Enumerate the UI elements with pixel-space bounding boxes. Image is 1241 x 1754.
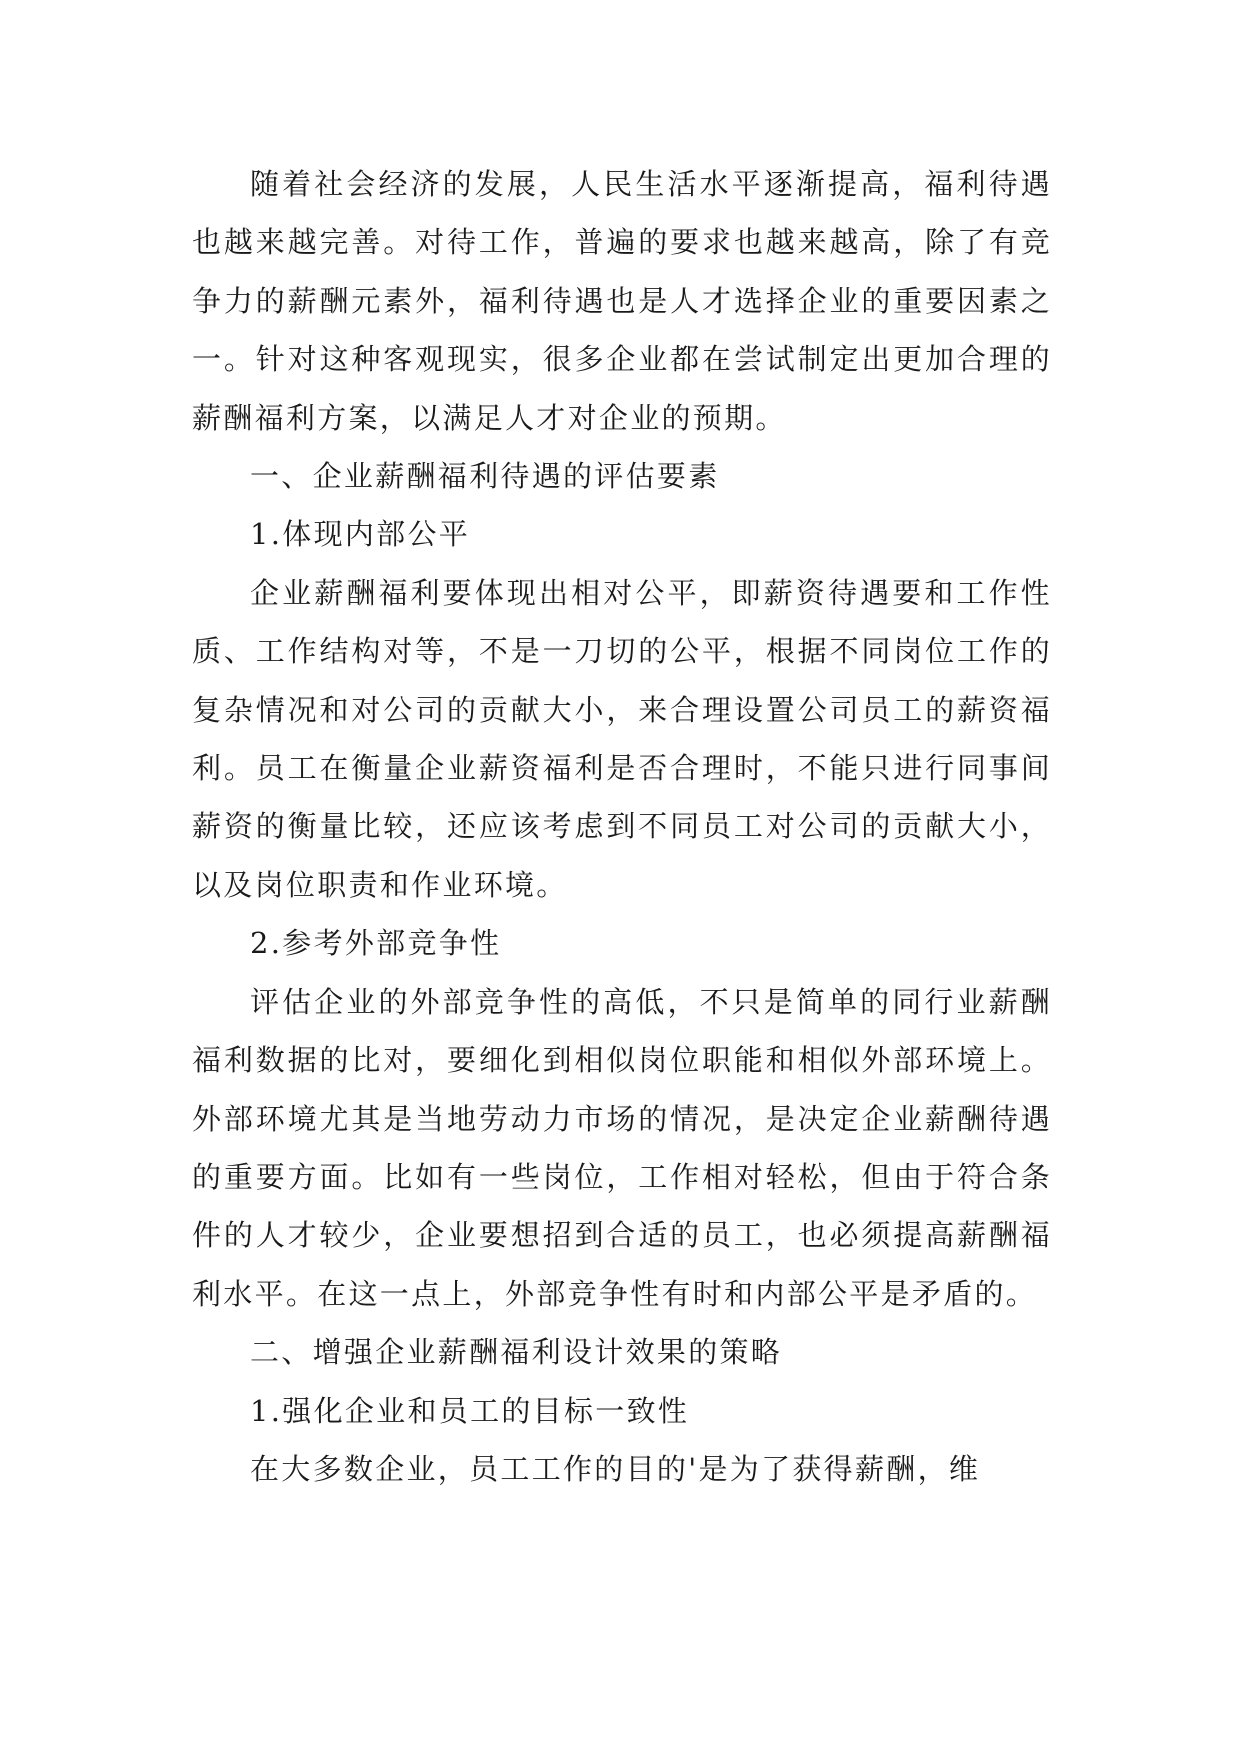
body-paragraph-goal-alignment: 在大多数企业，员工工作的目的'是为了获得薪酬，维 [250,1451,981,1486]
body-paragraph-external-competitiveness: 评估企业的外部竞争性的高低，不只是简单的同行业薪酬福利数据的比对，要细化到相似岗位职能和相似外部环境上。外部环境尤其是当地劳动力市场的情况，是决定企业薪酬待遇的重要方面。比如有一些岗位，工作相对轻松，但由于符合条件的人才较少，企业要想招到合适的员工，也必须提高薪酬福利水平。在这一点上，外部竞争性有时和内部公平是矛盾的。 [192,984,1052,1311]
body-paragraph-internal-fairness: 企业薪酬福利要体现出相对公平，即薪资待遇要和工作性质、工作结构对等，不是一刀切的公平，根据不同岗位工作的复杂情况和对公司的贡献大小，来合理设置公司员工的薪资福利。员工在衡量企业薪资福利是否合理时，不能只进行同事间薪资的衡量比较，还应该考虑到不同员工对公司的贡献大小，以及岗位职责和作业环境。 [192,575,1052,902]
subsection-heading-1-1: 1.体现内部公平 [250,517,471,552]
subsection-heading-2-1: 1.强化企业和员工的目标一致性 [250,1393,690,1428]
section-heading-1: 一、企业薪酬福利待遇的评估要素 [250,459,720,494]
document-body [192,155,1052,1498]
subsection-heading-1-2: 2.参考外部竞争性 [250,926,502,961]
intro-paragraph: 随着社会经济的发展，人民生活水平逐渐提高，福利待遇也越来越完善。对待工作，普遍的要求也越来越高，除了有竞争力的薪酬元素外，福利待遇也是人才选择企业的重要因素之一。针对这种客观现实，很多企业都在尝试制定出更加合理的薪酬福利方案，以满足人才对企业的预期。 [192,167,1052,435]
section-heading-2: 二、增强企业薪酬福利设计效果的策略 [250,1335,783,1370]
